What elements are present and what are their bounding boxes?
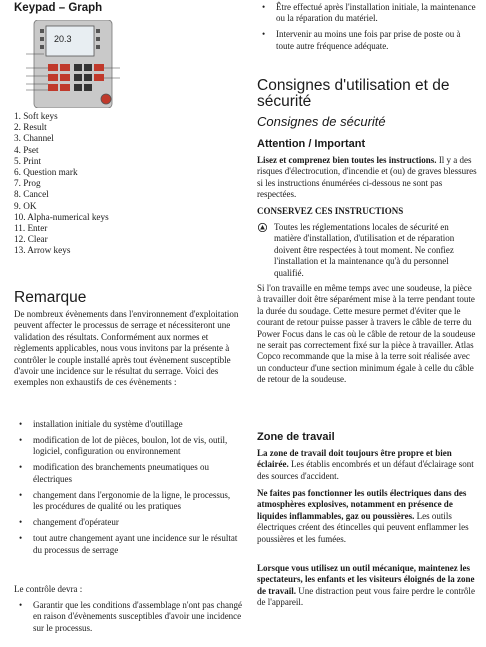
legend-item: 1. Soft keys <box>14 111 58 121</box>
legend-item: 13. Arrow keys <box>14 245 71 256</box>
legend-item: 4. Pset <box>14 144 39 155</box>
device-screen-text: 20.3 <box>54 34 72 44</box>
zone-paragraph-2: Ne faites pas fonctionner les outils électriques dans des atmosphères explosives, notamment en présence de liquides inflammables, gaz ou poussières. Les outils électriques créent des étincelles qui peuvent enflammer les poussières et les fumées. <box>257 488 469 544</box>
control-label: Le contrôle devra : <box>14 584 83 594</box>
legend-item: 2. Result <box>14 122 47 133</box>
keep-instructions-label: CONSERVEZ CES INSTRUCTIONS <box>257 206 404 216</box>
consignes-heading: Consignes d'utilisation et de sécurité <box>257 77 450 110</box>
example-item: • modification de lot de pièces, boulon, lot de vis, outil, logiciel, configuration ou environnement <box>14 435 242 458</box>
example-item: • changement dans l'ergonomie de la ligne, le processus, les procédures de qualité ou les pratiques <box>14 490 242 513</box>
control-item: • Intervenir au moins une fois par prise de poste ou à toute autre fréquence adéquate. <box>257 29 477 52</box>
keypad-legend-list <box>14 111 109 257</box>
legend-item: 8. Cancel <box>14 189 49 200</box>
legend-item: 11. Enter <box>14 223 48 234</box>
legend-item: 6. Question mark <box>14 167 78 178</box>
example-item: • changement d'opérateur <box>14 517 242 528</box>
example-item: • installation initiale du système d'outillage <box>14 419 242 430</box>
legend-item: 3. Channel <box>14 133 54 144</box>
example-item: • tout autre changement ayant une incidence sur le résultat du processus de serrage <box>14 533 242 556</box>
zone-paragraph-3: Lorsque vous utilisez un outil mécanique, maintenez les spectateurs, les enfants et les visiteurs éloignés de la zone de travail. Une distraction peut vous faire perdre le contrôle de l'appareil. <box>257 563 475 608</box>
legend-item: 12. Clear <box>14 234 48 245</box>
controls-list-continued <box>257 2 477 57</box>
legend-item: 9. OK <box>14 200 37 211</box>
legend-item: 5. Print <box>14 155 42 166</box>
remarque-intro: De nombreux évènements dans l'environnement d'exploitation peuvent affecter le processus de serrage et nécessiteront une validation des résultats. Conformément aux normes et règlements applicables, nous vous invitons par la présente à contrôler le couple installé après tout évènement susceptible d'avoir une incidence sur le résultat du serrage. Voici des exemples non exhaustifs de ces évènements : <box>14 309 239 388</box>
attention-text: Il y a des risques d'électrocution, d'incendie et (ou) de graves blessures si les instructions énumérées ci-dessous ne sont pas respectées. <box>257 155 477 200</box>
examples-list <box>14 419 242 561</box>
attention-bold: Lisez et comprenez bien toutes les instructions. <box>257 155 437 165</box>
warning-text: Toutes les réglementations locales de sécurité en matière d'installation, d'utilisation et de réparation doivent être respectées à tout moment. Ne confiez l'installation et la maintenance qu'à du personnel qualifié. <box>274 222 455 278</box>
example-item: • modification des branchements pneumatiques ou électriques <box>14 462 242 485</box>
controls-list <box>14 600 242 639</box>
keypad-heading: Keypad – Graph <box>14 2 103 14</box>
zone-heading: Zone de travail <box>257 431 335 443</box>
keypad-device-image <box>26 20 120 108</box>
legend-item: 7. Prog <box>14 178 41 189</box>
attention-paragraph <box>257 155 477 201</box>
warning-triangle-icon <box>258 223 267 232</box>
control-item: • Garantir que les conditions d'assemblage n'ont pas changé en raison d'évènements susceptibles d'avoir une incidence sur le processus. <box>14 600 242 634</box>
zone-paragraph-1: La zone de travail doit toujours être propre et bien éclairée. Les établis encombrés et un défaut d'éclairage sont des sources d'accident. <box>257 448 474 481</box>
legend-item: 10. Alpha-numerical keys <box>14 211 109 222</box>
attention-heading: Attention / Important <box>257 138 366 150</box>
remarque-heading: Remarque <box>14 289 87 306</box>
securite-subheading: Consignes de sécurité <box>257 114 386 129</box>
welding-paragraph: Si l'on travaille en même temps avec une soudeuse, la pièce à travailler doit être séparément mise à la terre pendant toute la durée du soudage. Cette mesure permet d'éviter que le courant de retour puisse passer à travers le câble de terre du Power Focus dans le cas où le câble de retour de la soudeuse ne serait pas correctement fixé sur la pièce à travailler. Atlas Copco recommande que la mise à la terre soit réalisée avec un conducteur d'une section minimum égale à celle du câble de retour de la soudeuse. <box>257 283 476 385</box>
control-item: • Être effectué après l'installation initiale, la maintenance ou la réparation du matériel. <box>257 2 477 25</box>
